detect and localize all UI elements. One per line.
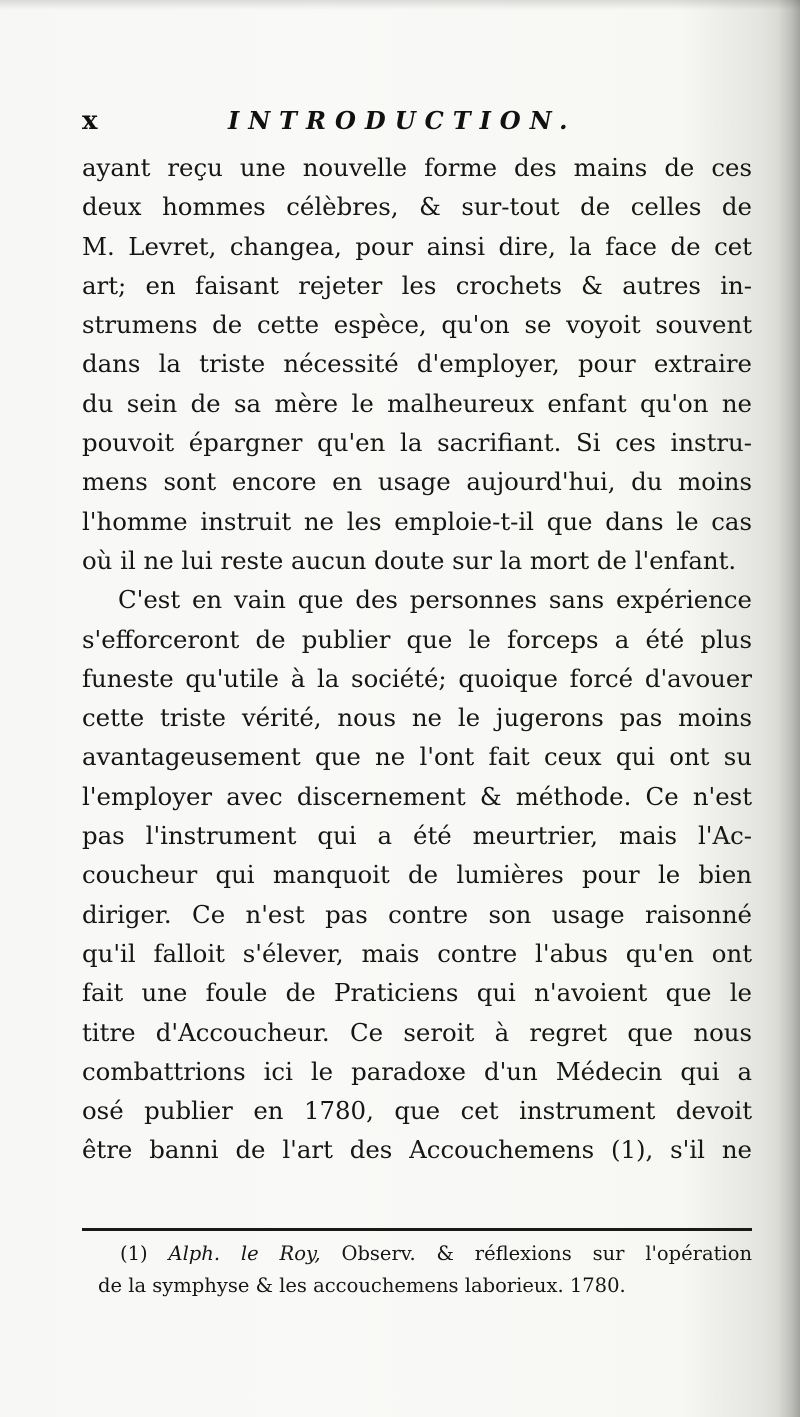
text-line: titre d'Accoucheur. Ce seroit à regret que nous bbox=[82, 1017, 752, 1047]
text-line: l'employer avec discernement & méthode. Ce n'est bbox=[82, 781, 752, 811]
text-line: dans la triste nécessité d'employer, pour extraire bbox=[82, 349, 752, 379]
text-line: funeste qu'utile à la société; quoique forcé d'avouer bbox=[82, 663, 752, 693]
text-line: ayant reçu une nouvelle forme des mains de ces bbox=[82, 153, 752, 182]
footnote-text: Observ. & réflexions sur l'opération bbox=[341, 1242, 752, 1265]
footnote-line bbox=[82, 1238, 752, 1270]
text-line: deux hommes célèbres, & sur-tout de celles de bbox=[82, 192, 752, 222]
running-title: INTRODUCTION. bbox=[228, 106, 577, 135]
footnote bbox=[82, 1238, 752, 1302]
footnote-marker: (1) bbox=[120, 1242, 148, 1265]
text-line: pouvoit épargner qu'en la sacrifiant. Si ces instru- bbox=[82, 428, 752, 458]
text-line: du sein de sa mère le malheureux enfant qu'on ne bbox=[82, 388, 752, 418]
page-header bbox=[82, 106, 702, 142]
text-line: coucheur qui manquoit de lumières pour le bien bbox=[82, 860, 752, 890]
text-line: mens sont encore en usage aujourd'hui, du moins bbox=[82, 467, 752, 497]
page-number: x bbox=[82, 106, 99, 136]
text-line: osé publier en 1780, que cet instrument devoit bbox=[82, 1096, 752, 1126]
text-line: cette triste vérité, nous ne le jugerons pas moins bbox=[82, 703, 752, 733]
footnote-author: Alph. le Roy, bbox=[168, 1242, 321, 1265]
text-line: avantageusement que ne l'ont fait ceux qui ont su bbox=[82, 742, 752, 772]
text-line: l'homme instruit ne les emploie-t-il que dans le cas bbox=[82, 506, 752, 536]
text-line: fait une foule de Praticiens qui n'avoient que le bbox=[82, 978, 752, 1008]
text-line: s'efforceront de publier que le forceps a été plus bbox=[82, 624, 752, 654]
text-line: qu'il falloit s'élever, mais contre l'abus qu'en ont bbox=[82, 938, 752, 968]
text-line: combattrions ici le paradoxe d'un Médecin qui a bbox=[82, 1056, 752, 1086]
text-line: art; en faisant rejeter les crochets & autres in- bbox=[82, 270, 752, 300]
footnote-rule bbox=[82, 1228, 752, 1231]
text-line: être banni de l'art des Accouchemens (1), s'il ne bbox=[82, 1135, 752, 1165]
text-line: diriger. Ce n'est pas contre son usage raisonné bbox=[82, 899, 752, 929]
paragraph-start-line: C'est en vain que des personnes sans expérience bbox=[118, 585, 752, 615]
page-gutter-shadow bbox=[778, 0, 800, 1417]
text-line: strumens de cette espèce, qu'on se voyoit souvent bbox=[82, 310, 752, 340]
text-line: pas l'instrument qui a été meurtrier, mais l'Ac- bbox=[82, 821, 752, 851]
page-top-shadow bbox=[0, 0, 800, 10]
footnote-line: de la symphyse & les accouchemens laborieux. 1780. bbox=[98, 1274, 626, 1297]
paragraph-end-line: où il ne lui reste aucun doute sur la mort de l'enfant. bbox=[82, 545, 737, 575]
body-text bbox=[82, 148, 752, 1170]
text-line: M. Levret, changea, pour ainsi dire, la face de cet bbox=[82, 231, 752, 261]
